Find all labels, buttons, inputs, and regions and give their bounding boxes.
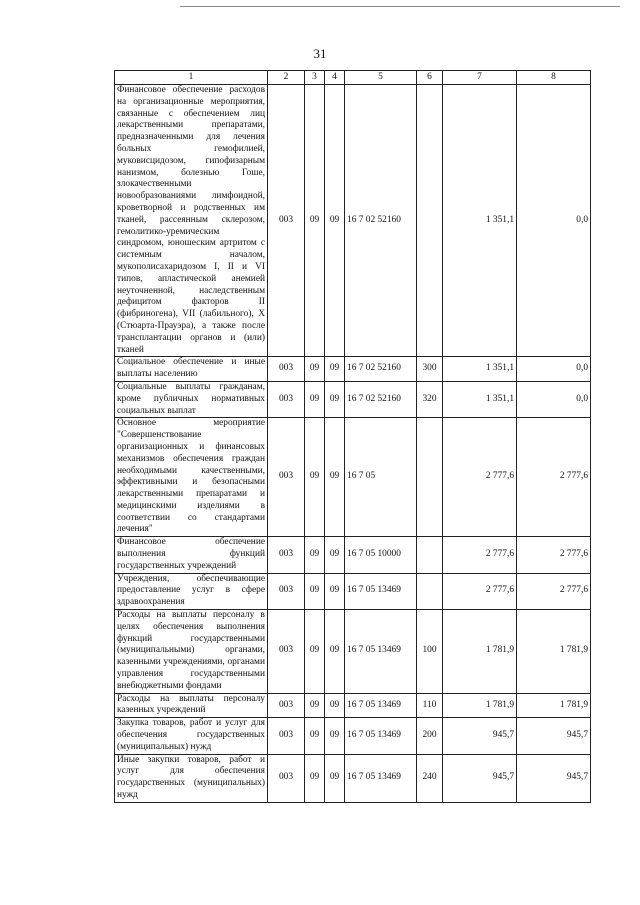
header-col-6: 6 xyxy=(417,71,443,85)
row-amount-col8: 0,0 xyxy=(517,381,591,417)
row-admin-code: 003 xyxy=(268,357,305,382)
row-section: 09 xyxy=(305,610,325,694)
row-section: 09 xyxy=(305,381,325,417)
table-row xyxy=(115,754,591,802)
row-expense-type xyxy=(417,418,443,537)
header-row xyxy=(115,71,591,85)
row-name: Финансовое обеспечение расходов на организационные мероприятия, связанные с обеспечением лиц лекарственными препаратами, предназначенными для лечения больных гемофилией, муковисцидозом, гипофизарным нанизмом, болезнью Гоше, злокачественными новообразованиями лимфоидной, кроветворной и родственных им тканей, рассеянным склерозом, гемолитико-уремическим синдромом, юношеским артритом с системным началом, мукополисахаридозом I, II и VI типов, апластической анемией неуточненной, наследственным дефицитом факторов II (фибриногена), VII (лабильного), X (Стюарта-Прауэра), а также после трансплантации органов и (или) тканей xyxy=(115,85,268,357)
row-amount-col8: 2 777,6 xyxy=(517,537,591,573)
row-name: Закупка товаров, работ и услуг для обеспечения государственных (муниципальных) нужд xyxy=(115,718,268,754)
table-row xyxy=(115,85,591,357)
header-col-7: 7 xyxy=(443,71,517,85)
row-admin-code: 003 xyxy=(268,573,305,609)
row-expense-type: 240 xyxy=(417,754,443,802)
row-amount-col8: 0,0 xyxy=(517,85,591,357)
row-section: 09 xyxy=(305,418,325,537)
row-section: 09 xyxy=(305,754,325,802)
row-amount-col8: 945,7 xyxy=(517,754,591,802)
row-amount-col7: 945,7 xyxy=(443,718,517,754)
table-row xyxy=(115,418,591,537)
row-amount-col8: 1 781,9 xyxy=(517,610,591,694)
table-row xyxy=(115,381,591,417)
table-row xyxy=(115,573,591,609)
row-amount-col8: 945,7 xyxy=(517,718,591,754)
row-name: Расходы на выплаты персоналу в целях обеспечения выполнения функций государственными (муниципальными) органами, казенными учреждениями, органами управления государственными внебюджетными фондами xyxy=(115,610,268,694)
table-row xyxy=(115,357,591,382)
row-expense-type: 100 xyxy=(417,610,443,694)
row-admin-code: 003 xyxy=(268,610,305,694)
row-subsection: 09 xyxy=(325,418,345,537)
row-target-code: 16 7 05 xyxy=(345,418,417,537)
row-expense-type xyxy=(417,573,443,609)
row-section: 09 xyxy=(305,573,325,609)
header-col-4: 4 xyxy=(325,71,345,85)
row-expense-type: 320 xyxy=(417,381,443,417)
row-admin-code: 003 xyxy=(268,718,305,754)
row-amount-col8: 0,0 xyxy=(517,357,591,382)
row-amount-col7: 2 777,6 xyxy=(443,573,517,609)
row-target-code: 16 7 02 52160 xyxy=(345,357,417,382)
row-target-code: 16 7 05 13469 xyxy=(345,754,417,802)
row-subsection: 09 xyxy=(325,754,345,802)
row-amount-col7: 1 351,1 xyxy=(443,381,517,417)
row-expense-type: 200 xyxy=(417,718,443,754)
row-section: 09 xyxy=(305,357,325,382)
row-target-code: 16 7 05 13469 xyxy=(345,573,417,609)
row-amount-col7: 2 777,6 xyxy=(443,418,517,537)
row-amount-col7: 1 351,1 xyxy=(443,85,517,357)
row-subsection: 09 xyxy=(325,537,345,573)
row-name: Иные закупки товаров, работ и услуг для обеспечения государственных (муниципальных) нужд xyxy=(115,754,268,802)
header-col-3: 3 xyxy=(305,71,325,85)
row-name: Социальное обеспечение и иные выплаты населению xyxy=(115,357,268,382)
row-name: Основное мероприятие "Совершенствование организационных и финансовых механизмов обеспечения граждан необходимыми качественными, эффективными и безопасными лекарственными препаратами и медицинскими изделиями в соответствии со стандартами лечения" xyxy=(115,418,268,537)
row-target-code: 16 7 02 52160 xyxy=(345,85,417,357)
header-col-1: 1 xyxy=(115,71,268,85)
row-subsection: 09 xyxy=(325,381,345,417)
row-subsection: 09 xyxy=(325,718,345,754)
row-subsection: 09 xyxy=(325,693,345,718)
page-number: 31 xyxy=(313,46,327,61)
row-admin-code: 003 xyxy=(268,381,305,417)
row-expense-type: 300 xyxy=(417,357,443,382)
table-row xyxy=(115,718,591,754)
row-admin-code: 003 xyxy=(268,418,305,537)
row-section: 09 xyxy=(305,537,325,573)
table-row xyxy=(115,537,591,573)
row-amount-col7: 1 781,9 xyxy=(443,693,517,718)
row-name: Расходы на выплаты персоналу казенных учреждений xyxy=(115,693,268,718)
budget-table xyxy=(114,70,591,803)
row-amount-col7: 1 781,9 xyxy=(443,610,517,694)
header-col-2: 2 xyxy=(268,71,305,85)
row-amount-col8: 1 781,9 xyxy=(517,693,591,718)
row-subsection: 09 xyxy=(325,573,345,609)
row-subsection: 09 xyxy=(325,85,345,357)
row-admin-code: 003 xyxy=(268,693,305,718)
table-row xyxy=(115,610,591,694)
row-admin-code: 003 xyxy=(268,537,305,573)
row-expense-type xyxy=(417,85,443,357)
row-expense-type: 110 xyxy=(417,693,443,718)
row-name: Учреждения, обеспечивающие предоставление услуг в сфере здравоохранения xyxy=(115,573,268,609)
row-subsection: 09 xyxy=(325,357,345,382)
row-target-code: 16 7 05 13469 xyxy=(345,693,417,718)
row-expense-type xyxy=(417,537,443,573)
row-amount-col8: 2 777,6 xyxy=(517,418,591,537)
row-admin-code: 003 xyxy=(268,85,305,357)
header-col-8: 8 xyxy=(517,71,591,85)
row-section: 09 xyxy=(305,85,325,357)
row-target-code: 16 7 05 10000 xyxy=(345,537,417,573)
row-target-code: 16 7 02 52160 xyxy=(345,381,417,417)
row-section: 09 xyxy=(305,693,325,718)
row-amount-col7: 1 351,1 xyxy=(443,357,517,382)
row-amount-col8: 2 777,6 xyxy=(517,573,591,609)
row-target-code: 16 7 05 13469 xyxy=(345,718,417,754)
row-amount-col7: 2 777,6 xyxy=(443,537,517,573)
row-admin-code: 003 xyxy=(268,754,305,802)
row-section: 09 xyxy=(305,718,325,754)
row-subsection: 09 xyxy=(325,610,345,694)
header-col-5: 5 xyxy=(345,71,417,85)
row-amount-col7: 945,7 xyxy=(443,754,517,802)
row-target-code: 16 7 05 13469 xyxy=(345,610,417,694)
row-name: Социальные выплаты гражданам, кроме публичных нормативных социальных выплат xyxy=(115,381,268,417)
scan-top-line xyxy=(180,6,620,7)
row-name: Финансовое обеспечение выполнения функций государственных учреждений xyxy=(115,537,268,573)
table-row xyxy=(115,693,591,718)
